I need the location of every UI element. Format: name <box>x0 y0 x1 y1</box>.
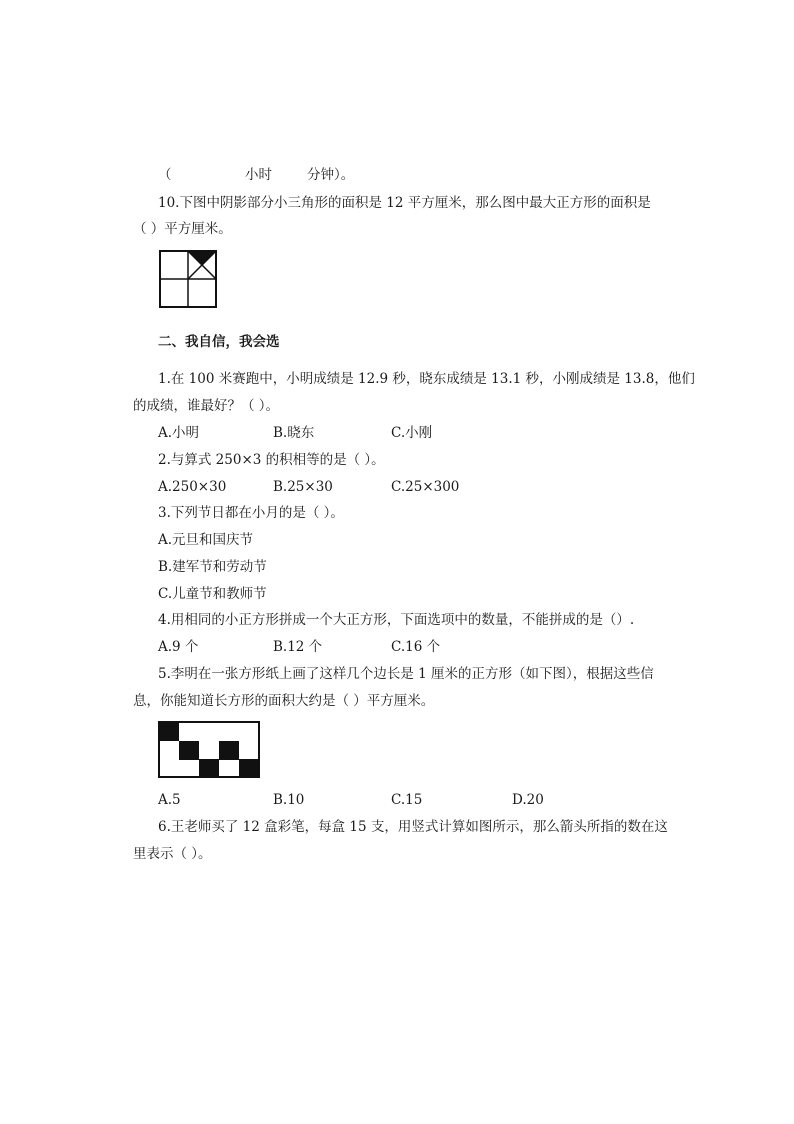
q9-hour-label: 小时 <box>245 167 272 183</box>
q1-option-a: A.小明 <box>158 425 200 441</box>
q10-square-figure <box>159 250 217 308</box>
q6-text-line1: 6.王老师买了 12 盒彩笔，每盒 15 支，用竖式计算如图所示，那么箭头所指的数在这 <box>158 819 668 835</box>
q3-option-c: C.儿童节和教师节 <box>158 586 267 602</box>
q2-text-line1: 2.与算式 250×3 的积相等的是（ ）。 <box>158 452 385 468</box>
q5-option-c: C.15 <box>391 792 423 808</box>
q5-option-a: A.5 <box>158 792 181 808</box>
q9-minute-label: 分钟）。 <box>307 167 355 183</box>
q6-text-line2: 里表示（ ）。 <box>133 846 212 862</box>
q5-option-b: B.10 <box>273 792 305 808</box>
q10-text-line1: 10.下图中阴影部分小三角形的面积是 12 平方厘米，那么图中最大正方形的面积是 <box>158 195 651 211</box>
q2-option-c: C.25×300 <box>391 479 460 495</box>
q1-option-b: B.晓东 <box>273 425 315 441</box>
q5-option-d: D.20 <box>512 792 544 808</box>
q5-text-line2: 息，你能知道长方形的面积大约是（ ）平方厘米。 <box>133 693 435 709</box>
q3-option-a: A.元旦和国庆节 <box>158 532 254 548</box>
q3-option-b: B.建军节和劳动节 <box>158 559 267 575</box>
q10-text-line2: （ ）平方厘米。 <box>133 221 232 237</box>
q1-text-line2: 的成绩，谁最好？（ ）。 <box>133 398 280 414</box>
q4-option-a: A.9 个 <box>158 639 199 655</box>
q4-option-c: C.16 个 <box>391 639 441 655</box>
q5-text-line1: 5.李明在一张方形纸上画了这样几个边长是 1 厘米的正方形（如下图），根据这些信 <box>158 666 654 682</box>
q2-option-b: B.25×30 <box>273 479 333 495</box>
section2-title: 二、我自信，我会选 <box>158 334 280 350</box>
q2-option-a: A.250×30 <box>158 479 227 495</box>
q1-option-c: C.小刚 <box>391 425 433 441</box>
q4-option-b: B.12 个 <box>273 639 323 655</box>
q4-text-line1: 4.用相同的小正方形拼成一个大正方形，下面选项中的数量，不能拼成的是（）. <box>158 612 635 628</box>
q5-rectangle-figure <box>158 721 260 778</box>
q9-open-paren: （ <box>158 167 172 183</box>
q3-text-line1: 3.下列节日都在小月的是（ ）。 <box>158 505 344 521</box>
q1-text-line1: 1.在 100 米赛跑中，小明成绩是 12.9 秒，晓东成绩是 13.1 秒，小刚成绩是 13.8，他们 <box>158 371 695 387</box>
